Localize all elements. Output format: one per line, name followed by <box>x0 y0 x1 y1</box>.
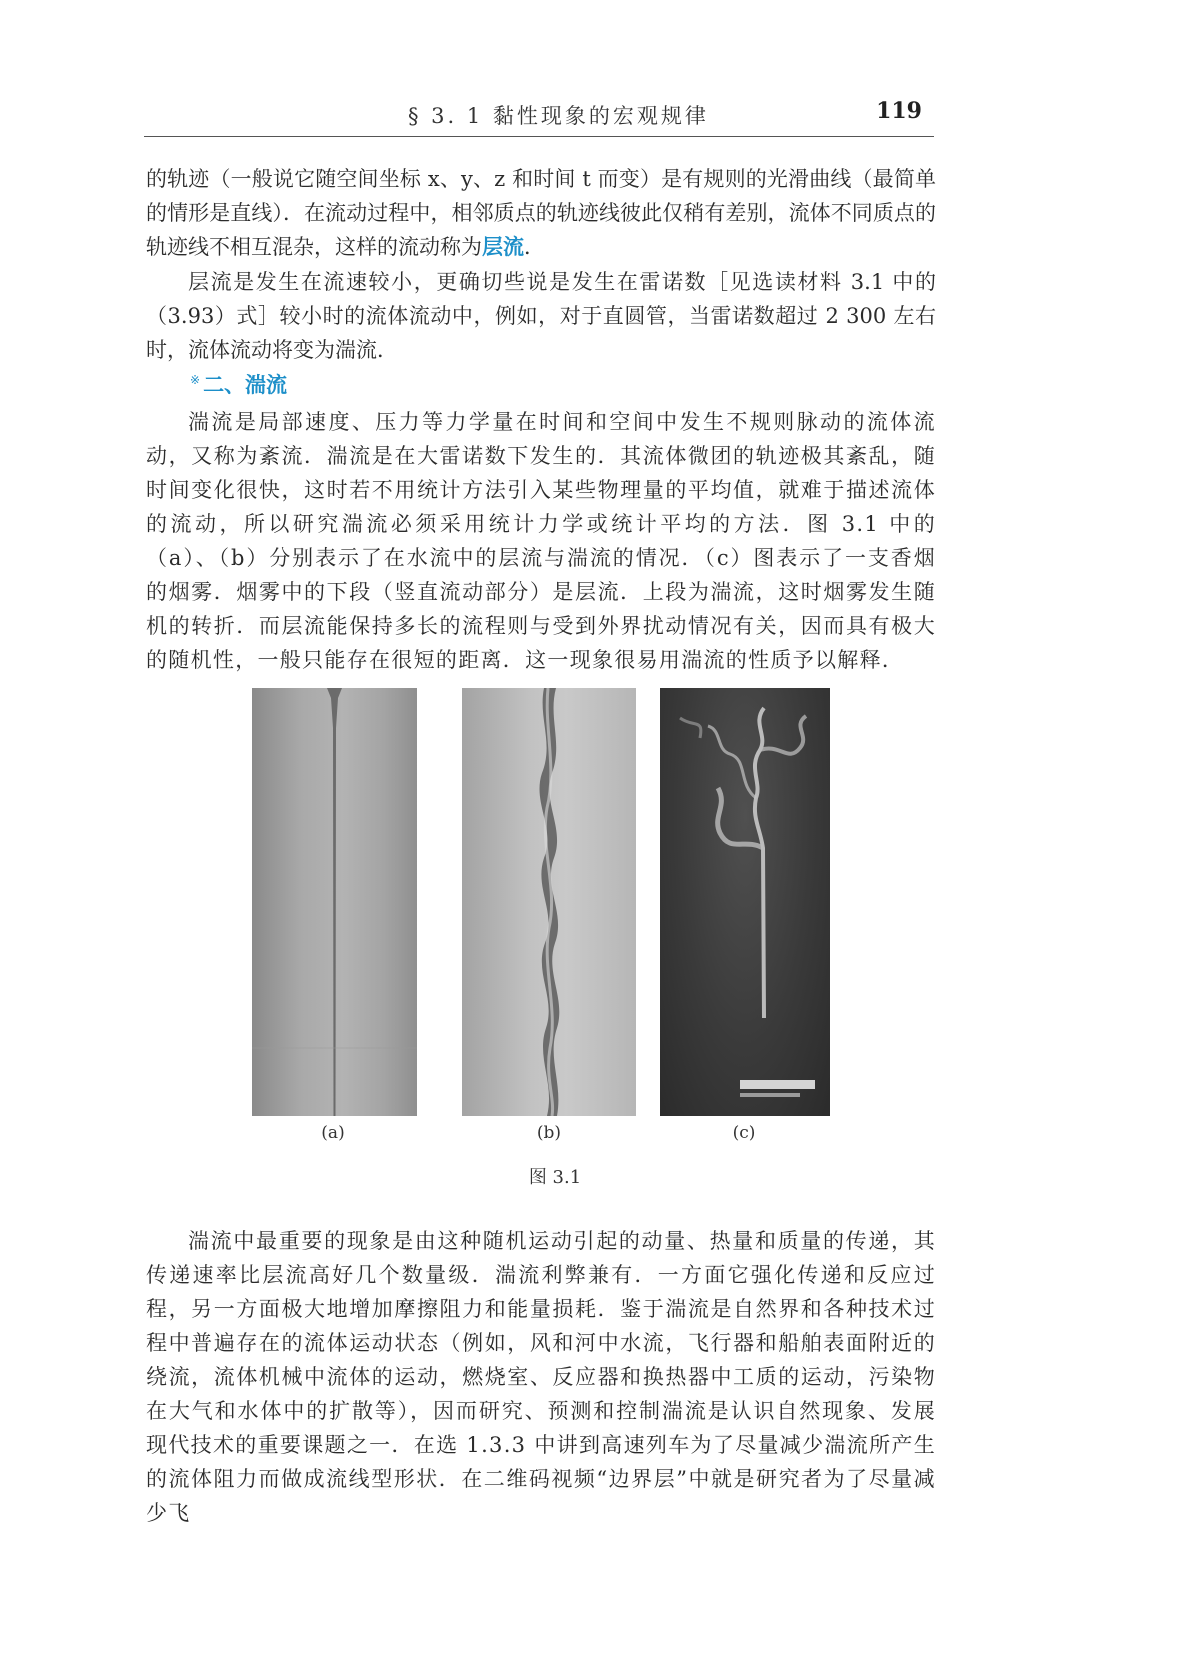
turbulent-streak-image <box>462 688 636 1116</box>
figure-caption: 图 3.1 <box>528 1167 582 1188</box>
photo-laminar-water-flow <box>252 688 417 1116</box>
paragraph-reynolds: 层流是发生在流速较小，更确切些说是发生在雷诺数［见选读材料 3.1 中的（3.93）式］较小时的流体流动中，例如，对于直圆管，当雷诺数超过 2 300 左右时，流体流动将变为湍流． <box>146 270 936 362</box>
paragraph-turbulence-importance: 湍流中最重要的现象是由这种随机运动引起的动量、热量和质量的传递，其传递速率比层流高好几个数量级．湍流利弊兼有．一方面它强化传递和反应过程，另一方面极大地增加摩擦阻力和能量损耗．鉴于湍流是自然界和各种技术过程中普遍存在的流体运动状态（例如，风和河中水流，飞行器和船舶表面附近的绕流，流体机械中流体的运动，燃烧室、反应器和换热器中工质的运动，污染物在大气和水体中的扩散等），因而研究、预测和控制湍流是认识自然现象、发展现代技术的重要课题之一．在选 1.3.3 中讲到高速列车为了尽量减少湍流所产生的流体阻力而做成流线型形状．在二维码视频“边界层”中就是研究者为了尽量减少飞 <box>146 1229 936 1525</box>
figure-label-b: (b) <box>536 1123 562 1143</box>
laminar-streak-image <box>252 688 417 1116</box>
photo-turbulent-water-flow <box>462 688 636 1116</box>
optional-star-icon: ※ <box>190 373 201 387</box>
figure-label-a: (a) <box>321 1123 345 1143</box>
section-heading-turbulence <box>190 369 287 399</box>
paragraph-text: 的轨迹（一般说它随空间坐标 x、y、z 和时间 t 而变）是有规则的光滑曲线（最简单的情形是直线）．在流动过程中，相邻质点的轨迹线彼此仅稍有差别，流体不同质点的轨迹线不相互混杂，这样的流动称为 <box>146 167 936 259</box>
paragraph-turbulence-definition: 湍流是局部速度、压力等力学量在时间和空间中发生不规则脉动的流体流动，又称为紊流．湍流是在大雷诺数下发生的．其流体微团的轨迹极其紊乱，随时间变化很快，这时若不用统计方法引入某些物理量的平均值，就难于描述流体的流动，所以研究湍流必须采用统计力学或统计平均的方法．图 3.1 中的（a）、（b）分别表示了在水流中的层流与湍流的情况．（c）图表示了一支香烟的烟雾．烟雾中的下段（竖直流动部分）是层流．上段为湍流，这时烟雾发生随机的转折．而层流能保持多长的流程则与受到外界扰动情况有关，因而具有极大的随机性，一般只能存在很短的距离．这一现象很易用湍流的性质予以解释． <box>146 410 936 672</box>
figure-label-c: (c) <box>732 1123 756 1143</box>
photo-cigarette-smoke <box>660 688 830 1116</box>
section-title: § 3. 1 黏性现象的宏观规律 <box>408 104 709 128</box>
running-header <box>144 96 934 137</box>
term-laminar-flow: 层流 <box>482 234 524 259</box>
heading-text: 二、湍流 <box>203 373 288 397</box>
paragraph-end: ． <box>524 235 545 259</box>
paragraph-laminar-definition <box>146 162 936 264</box>
page-number: 119 <box>876 98 922 124</box>
smoke-plume-image <box>660 688 830 1116</box>
